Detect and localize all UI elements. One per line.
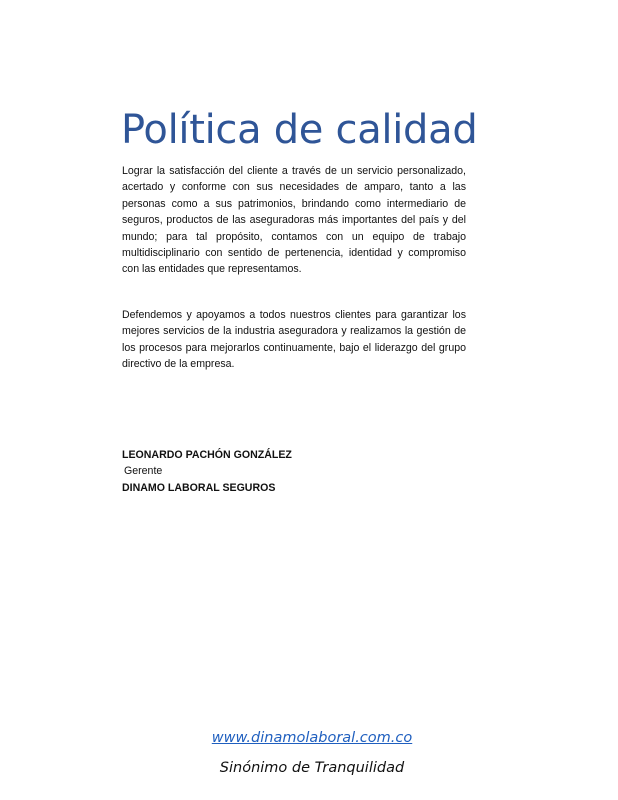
signatory-name: LEONARDO PACHÓN GONZÁLEZ	[122, 449, 292, 461]
company-slogan	[0, 758, 618, 778]
website-link-text[interactable]: www.dinamolaboral.com.co	[211, 730, 413, 746]
slogan-text: Sinónimo de Tranquilidad	[219, 760, 405, 776]
quality-policy-paragraph: Lograr la satisfacción del cliente a través de un servicio personalizado, acertado y conforme con sus necesidades de amparo, tanto a las personas como a sus patrimonios, brindando como intermediario de seguros, productos de las aseguradoras más importantes del país y del mundo; para tal propósito, contamos con un equipo de trabajo multidisciplinario con sentido de pertenencia, identidad y compromiso con las entidades que representamos.	[122, 165, 466, 276]
commitment-paragraph: Defendemos y apoyamos a todos nuestros clientes para garantizar los mejores servicios de la industria aseguradora y realizamos la gestión de los procesos para mejorarlos continuamente, bajo el liderazgo del grupo directivo de la empresa.	[122, 309, 466, 371]
signature-block	[122, 447, 422, 496]
company-name: DINAMO LABORAL SEGUROS	[122, 481, 276, 494]
signatory-role: Gerente	[124, 465, 163, 478]
page-title: Política de calidad	[121, 107, 478, 153]
website-link[interactable]	[0, 728, 618, 748]
